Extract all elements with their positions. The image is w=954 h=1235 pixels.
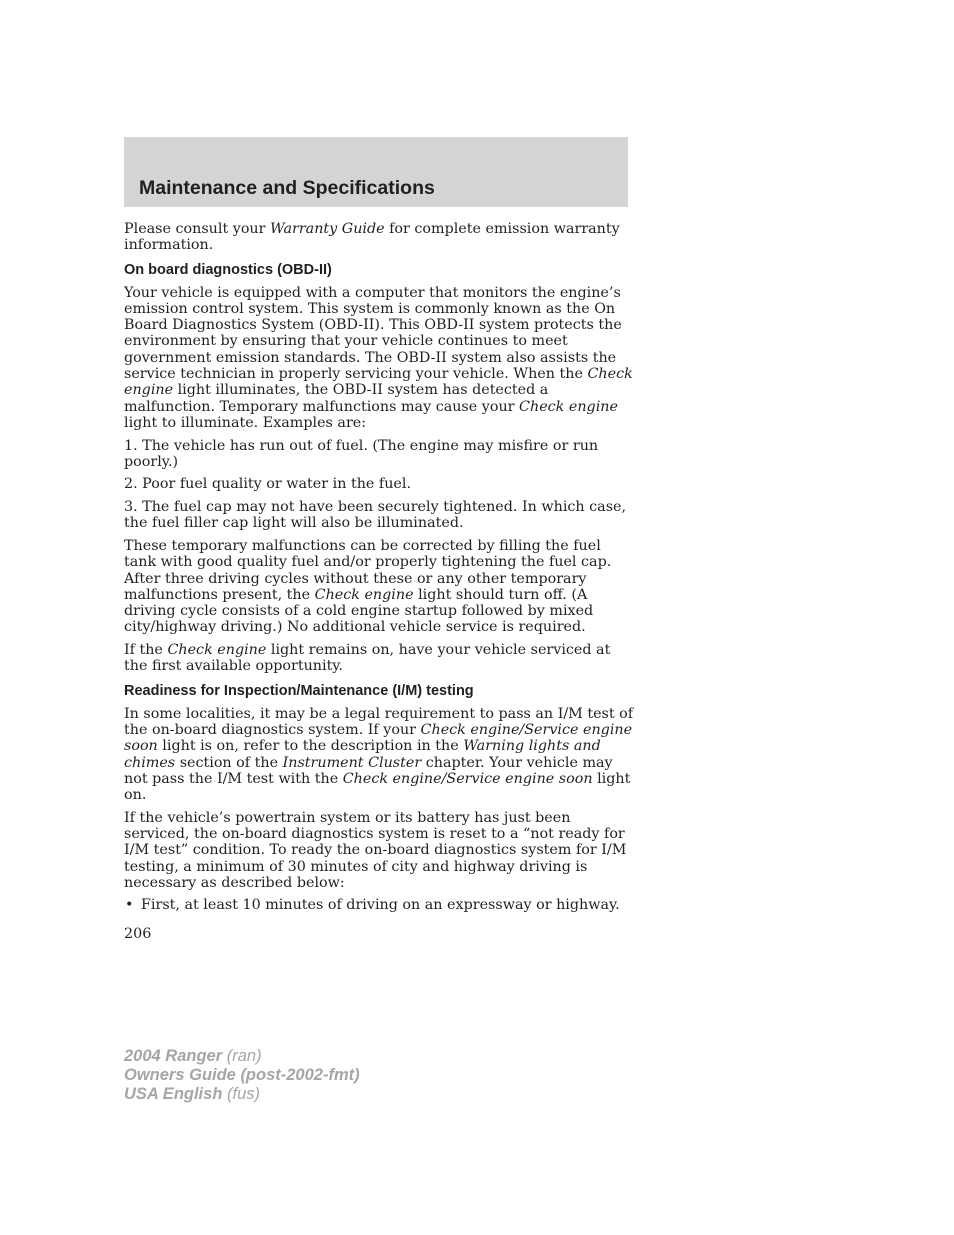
footer-line-1: 2004 Ranger (ran)	[124, 1047, 262, 1065]
obd-paragraph-2: These temporary malfunctions can be corrected by filling the fuel tank with good quality fuel and/or properly tightening the fuel cap. After three driving cycles without these or any other temporary malfunctions present, the Check engine light should turn off. (A driving cycle consists of a cold engine startup followed by mixed city/highway driving.) No additional vehicle service is required.	[124, 537, 612, 636]
page-content	[124, 221, 636, 920]
im-bullet-item: • First, at least 10 minutes of driving on an expressway or highway.	[125, 897, 620, 914]
im-paragraph-2: If the vehicle’s powertrain system or its battery has just been serviced, the on-board diagnostics system is reset to a “not ready for I/M test” condition. To ready the on-board diagnostics system for I/M testing, a minimum of 30 minutes of city and highway driving is necessary as described below:	[124, 809, 627, 891]
footer-line-3: USA English (fus)	[124, 1085, 260, 1103]
document-footer	[124, 1047, 360, 1104]
im-paragraph-1: In some localities, it may be a legal requirement to pass an I/M test of the on-board diagnostics system. If your Check engine/Service engine soon light is on, refer to the description in the Warning lights and chimes section of the Instrument Cluster chapter. Your vehicle may not pass the I/M test with the Check engine/Service engine soon light on.	[124, 705, 634, 804]
obd-example-3: 3. The fuel cap may not have been securely tightened. In which case, the fuel filler cap light will also be illuminated.	[124, 499, 627, 532]
bullet-dot-icon: •	[125, 897, 134, 914]
intro-paragraph: Please consult your Warranty Guide for complete emission warranty information.	[124, 221, 620, 254]
page-number: 206	[124, 926, 152, 942]
footer-line-2: Owners Guide (post-2002-fmt)	[124, 1066, 360, 1084]
warranty-guide-ref: Warranty Guide	[270, 221, 385, 237]
im-heading: Readiness for Inspection/Maintenance (I/M) testing	[124, 682, 474, 699]
obd-example-2: 2. Poor fuel quality or water in the fuel.	[124, 476, 411, 493]
obd-heading: On board diagnostics (OBD-II)	[124, 261, 332, 278]
obd-paragraph-1: Your vehicle is equipped with a computer that monitors the engine’s emission control system. This system is commonly known as the On Board Diagnostics System (OBD-II). This OBD-II system protects the environment by ensuring that your vehicle continues to meet government emission standards. The OBD-II system also assists the service technician in properly servicing your vehicle. When the Check engine light illuminates, the OBD-II system has detected a malfunction. Temporary malfunctions may cause your Check engine light to illuminate. Examples are:	[124, 284, 633, 431]
section-title: Maintenance and Specifications	[139, 177, 435, 199]
section-header-band	[124, 137, 628, 207]
obd-paragraph-3: If the Check engine light remains on, have your vehicle serviced at the first available opportunity.	[124, 642, 611, 675]
obd-example-1: 1. The vehicle has run out of fuel. (The engine may misfire or run poorly.)	[124, 437, 599, 470]
